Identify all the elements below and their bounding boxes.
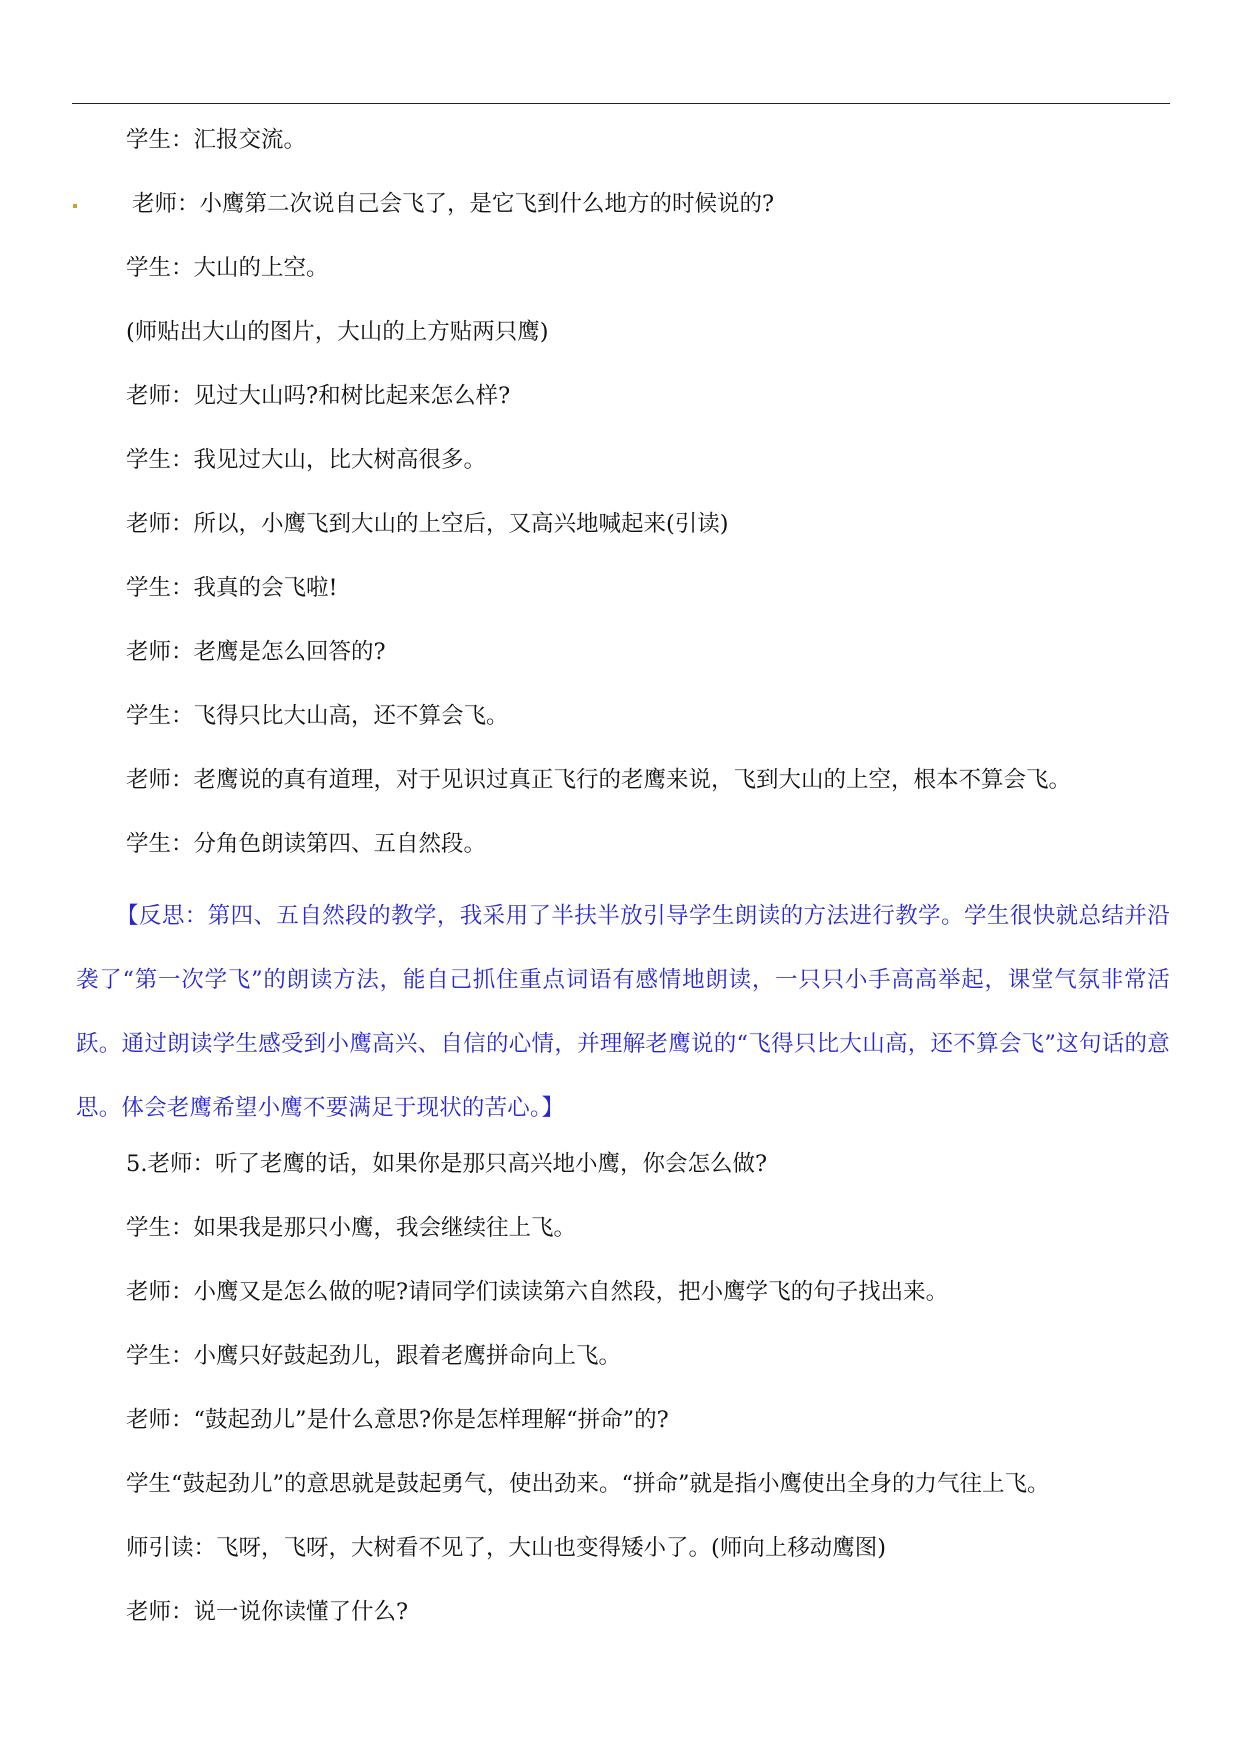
- dialogue-line: 学生：大山的上空。: [126, 255, 329, 281]
- dialogue-line: 学生：飞得只比大山高，还不算会飞。: [126, 703, 509, 729]
- dialogue-line: 学生：我真的会飞啦!: [126, 575, 338, 601]
- dialogue-line: 学生：小鹰只好鼓起劲儿，跟着老鹰拼命向上飞。: [126, 1343, 622, 1369]
- reflection-paragraph: 【反思：第四、五自然段的教学，我采用了半扶半放引导学生朗读的方法进行教学。学生很快就总结并沿袭了“第一次学飞”的朗读方法，能自己抓住重点词语有感情地朗读，一只只小手高高举起，课堂气氛非常活跃。通过朗读学生感受到小鹰高兴、自信的心情，并理解老鹰说的“飞得只比大山高，还不算会飞”这句话的意思。体会老鹰希望小鹰不要满足于现状的苦心。】: [76, 903, 1170, 1121]
- dialogue-line: 5.老师：听了老鹰的话，如果你是那只高兴地小鹰，你会怎么做?: [126, 1151, 768, 1177]
- dialogue-line: 学生：汇报交流。: [126, 127, 307, 153]
- header-rule: [72, 103, 1170, 104]
- dialogue-line: 学生：我见过大山，比大树高很多。: [126, 447, 487, 473]
- dialogue-line: 老师：老鹰是怎么回答的?: [126, 639, 386, 665]
- dialogue-line: 师引读：飞呀，飞呀，大树看不见了，大山也变得矮小了。(师向上移动鹰图): [126, 1535, 887, 1561]
- dialogue-line: 学生：如果我是那只小鹰，我会继续往上飞。: [126, 1215, 577, 1241]
- dialogue-line: 老师：小鹰第二次说自己会飞了，是它飞到什么地方的时候说的?: [132, 191, 775, 217]
- dialogue-line: 老师：小鹰又是怎么做的呢?请同学们读读第六自然段，把小鹰学飞的句子找出来。: [126, 1279, 949, 1305]
- dialogue-line: 学生：分角色朗读第四、五自然段。: [126, 831, 487, 857]
- dialogue-line: 老师：见过大山吗?和树比起来怎么样?: [126, 383, 511, 409]
- dialogue-line: 老师：老鹰说的真有道理，对于见识过真正飞行的老鹰来说，飞到大山的上空，根本不算会飞。: [126, 767, 1072, 793]
- document-body: [76, 120, 1170, 1656]
- dialogue-line: 老师：“鼓起劲儿”是什么意思?你是怎样理解“拼命”的?: [126, 1407, 669, 1433]
- stage-direction: (师贴出大山的图片，大山的上方贴两只鹰): [126, 319, 549, 345]
- dialogue-line: 学生“鼓起劲儿”的意思就是鼓起勇气，使出劲来。“拼命”就是指小鹰使出全身的力气往上飞。: [126, 1471, 1050, 1497]
- dialogue-line: 老师：说一说你读懂了什么?: [126, 1599, 409, 1625]
- dialogue-line: 老师：所以，小鹰飞到大山的上空后，又高兴地喊起来(引读): [126, 511, 729, 537]
